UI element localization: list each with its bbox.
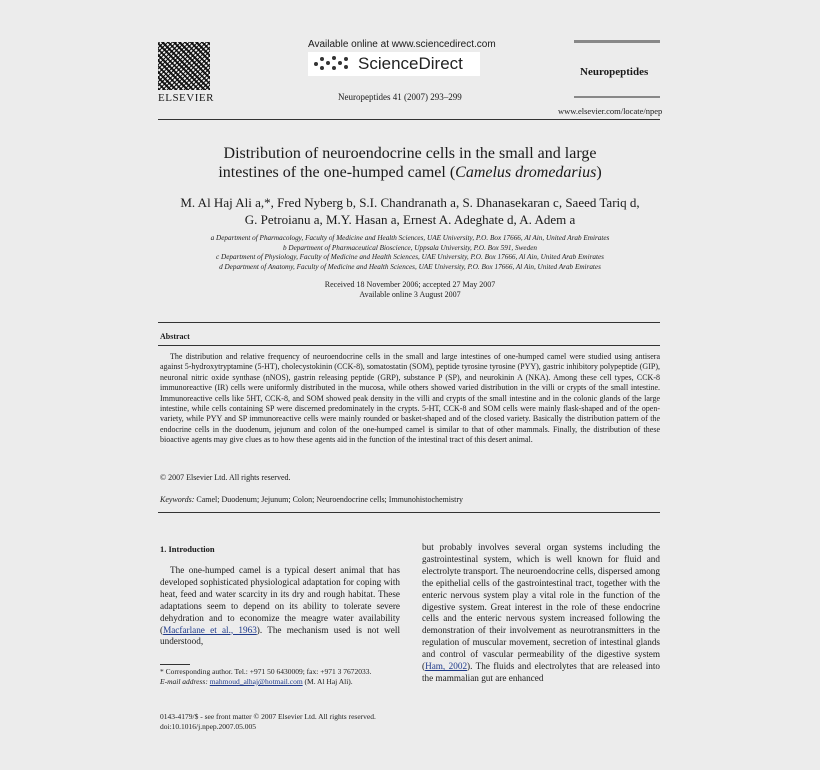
footnote-rule [160,664,190,665]
abstract-paragraph: The distribution and relative frequency of neuroendocrine cells in the small and large intestines of one-humped camel were studied using antisera against 5-hydroxytryptamine (5-HT), cholecystokinin (CCK-8), somatostatin (SOM), peptide tyrosine tyrosine (PYY), gastric inhibitory polypeptide (GIP), neuronal nitric oxide synthase (nNOS), gastrin releasing peptide (GRP), substance P (SP), and neurokinin A (NKA). Among these cell types, CCK-8 immunoreactive (IR) cells were uniformly distributed in the mucosa, while others showed varied distribution in the villi or crypts of the small intestine. Immunoreactive cells like 5HT, CCK-8, and SOM showed peak density in the villi and crypts of the small intestine and in the colonic glands of the large intestine, while cells containing SP were discerned predominately in the crypts. 5-HT, CCK-8 and SOM cells were mainly flask-shaped and of the open-variety, while PYY and SP immunoreactive cells were mainly rounded or basket-shaped and of the closed variety. Basically the distribution pattern of the endocrine cells in the duodenum, jejunum and colon of the one-humped camel is similar to that of other mammals. Finally, the distribution of these bioactive agents may give clues as to how these agents aid in the function of the intestinal tract of this desert animal. [160,352,660,445]
intro-text-a: The one-humped camel is a typical desert animal that has developed sophisticated physiological adaptation for coping with heat, feed and water scarcity in its dry and rough habitat. These adaptations seem to depend on its ability to tolerate severe dehydration and to economize the meagre water availability ( [160,565,400,635]
authors-line-1: M. Al Haj Ali a,*, Fred Nyberg b, S.I. Chandranath a, S. Dhanasekaran c, Saeed Tariq d, [180,195,640,210]
citation-link-macfarlane[interactable]: Macfarlane et al., 1963 [163,624,257,635]
footnote [160,667,400,687]
email-label: E-mail address: [160,677,208,686]
title-line-1: Distribution of neuroendocrine cells in the small and large [223,145,597,162]
article-title [160,144,660,182]
intro-paragraph-1 [160,565,400,648]
doi-line: doi:10.1016/j.npep.2007.05.005 [160,722,257,731]
intro-text-d: ). The fluids and electrolytes that are released into the mammalian gut are enhanced [422,661,661,683]
title-line-2a: intestines of the one-humped camel ( [218,164,456,181]
elsevier-logo [158,42,212,102]
keywords-list: Camel; Duodenum; Jejunum; Colon; Neuroendocrine cells; Immunohistochemistry [196,495,463,504]
elsevier-tree-icon [158,42,210,90]
sciencedirect-dots-icon [314,55,352,73]
keywords-label: Keywords: [160,495,195,504]
journal-name: Neuropeptides [580,66,649,78]
intro-text-c: but probably involves several organ systems including the gastrointestinal system, which is well known for fluid and electrolyte transport. The neuroendocrine cells, dispersed among the epithelial cells of the gastrointestinal tract, together with the enteric nervous system play a vital role in the function of the digestive system. Great interest in the role of these endocrine cells and the enteric nervous system increased following the demonstration of their involvement as neurotransmitters in the regulation of muscular movement, secretion of intestinal glands and control of vascular permeability of the digestive system ( [422,542,660,672]
journal-rule-bottom [574,96,660,98]
abstract-copyright: © 2007 Elsevier Ltd. All rights reserved. [160,473,291,482]
authors-line-2: G. Petroianu a, M.Y. Hasan a, Ernest A. Adeghate d, A. Adem a [244,212,576,227]
available-date: Available online 3 August 2007 [359,290,461,299]
abstract-rule-top [158,322,660,323]
citation-link-ham[interactable]: Ham, 2002 [425,661,468,672]
email-line [160,677,400,687]
intro-paragraph-2 [422,542,660,685]
author-list [150,194,670,228]
sciencedirect-logo [308,52,480,76]
journal-citation: Neuropeptides 41 (2007) 293–299 [338,92,462,102]
affiliations [150,234,670,272]
title-line-2b: ) [596,164,602,181]
article-dates [150,280,670,300]
affiliation-b: b Department of Pharmaceutical Bioscience, Uppsala University, P.O. Box 591, Sweden [283,243,537,252]
corresponding-author: * Corresponding author. Tel.: +971 50 6430009; fax: +971 3 7672033. [160,667,372,676]
sciencedirect-wordmark: ScienceDirect [358,54,463,73]
affiliation-c: c Department of Physiology, Faculty of Medicine and Health Sciences, UAE University, P.O. Box 17666, Al Ain, United Arab Emirates [216,253,604,262]
affiliation-a: a Department of Pharmacology, Faculty of Medicine and Health Sciences, UAE University, P.O. Box 17666, Al Ain, United Arab Emirates [210,234,610,242]
intro-right-column [422,542,660,685]
abstract-rule-bottom [158,345,660,346]
keywords-rule [158,512,660,513]
intro-left-column [160,565,400,648]
section-heading-introduction: 1. Introduction [160,544,215,554]
elsevier-wordmark: ELSEVIER [158,92,214,104]
title-species: Camelus dromedarius [455,164,597,181]
journal-url[interactable]: www.elsevier.com/locate/npep [558,106,663,116]
issn-line: 0143-4179/$ - see front matter © 2007 Elsevier Ltd. All rights reserved. [160,712,376,721]
received-date: Received 18 November 2006; accepted 27 May 2007 [324,280,496,289]
abstract-body [160,352,660,446]
bottom-identifiers [160,712,376,732]
header-divider [158,119,660,120]
email-suffix: (M. Al Haj Ali). [304,677,353,686]
abstract-heading: Abstract [160,332,190,341]
email-link[interactable]: mahmoud_alhaj@hotmail.com [209,677,303,686]
journal-rule-top [574,40,660,43]
affiliation-d: d Department of Anatomy, Faculty of Medicine and Health Sciences, UAE University, P.O. Box 17666, Al Ain, United Arab Emirates [219,262,601,271]
keywords [160,495,463,504]
available-online-text: Available online at www.sciencedirect.com [308,39,496,50]
intro-text-b: ). The mechanism used is not well understood, [160,624,400,647]
